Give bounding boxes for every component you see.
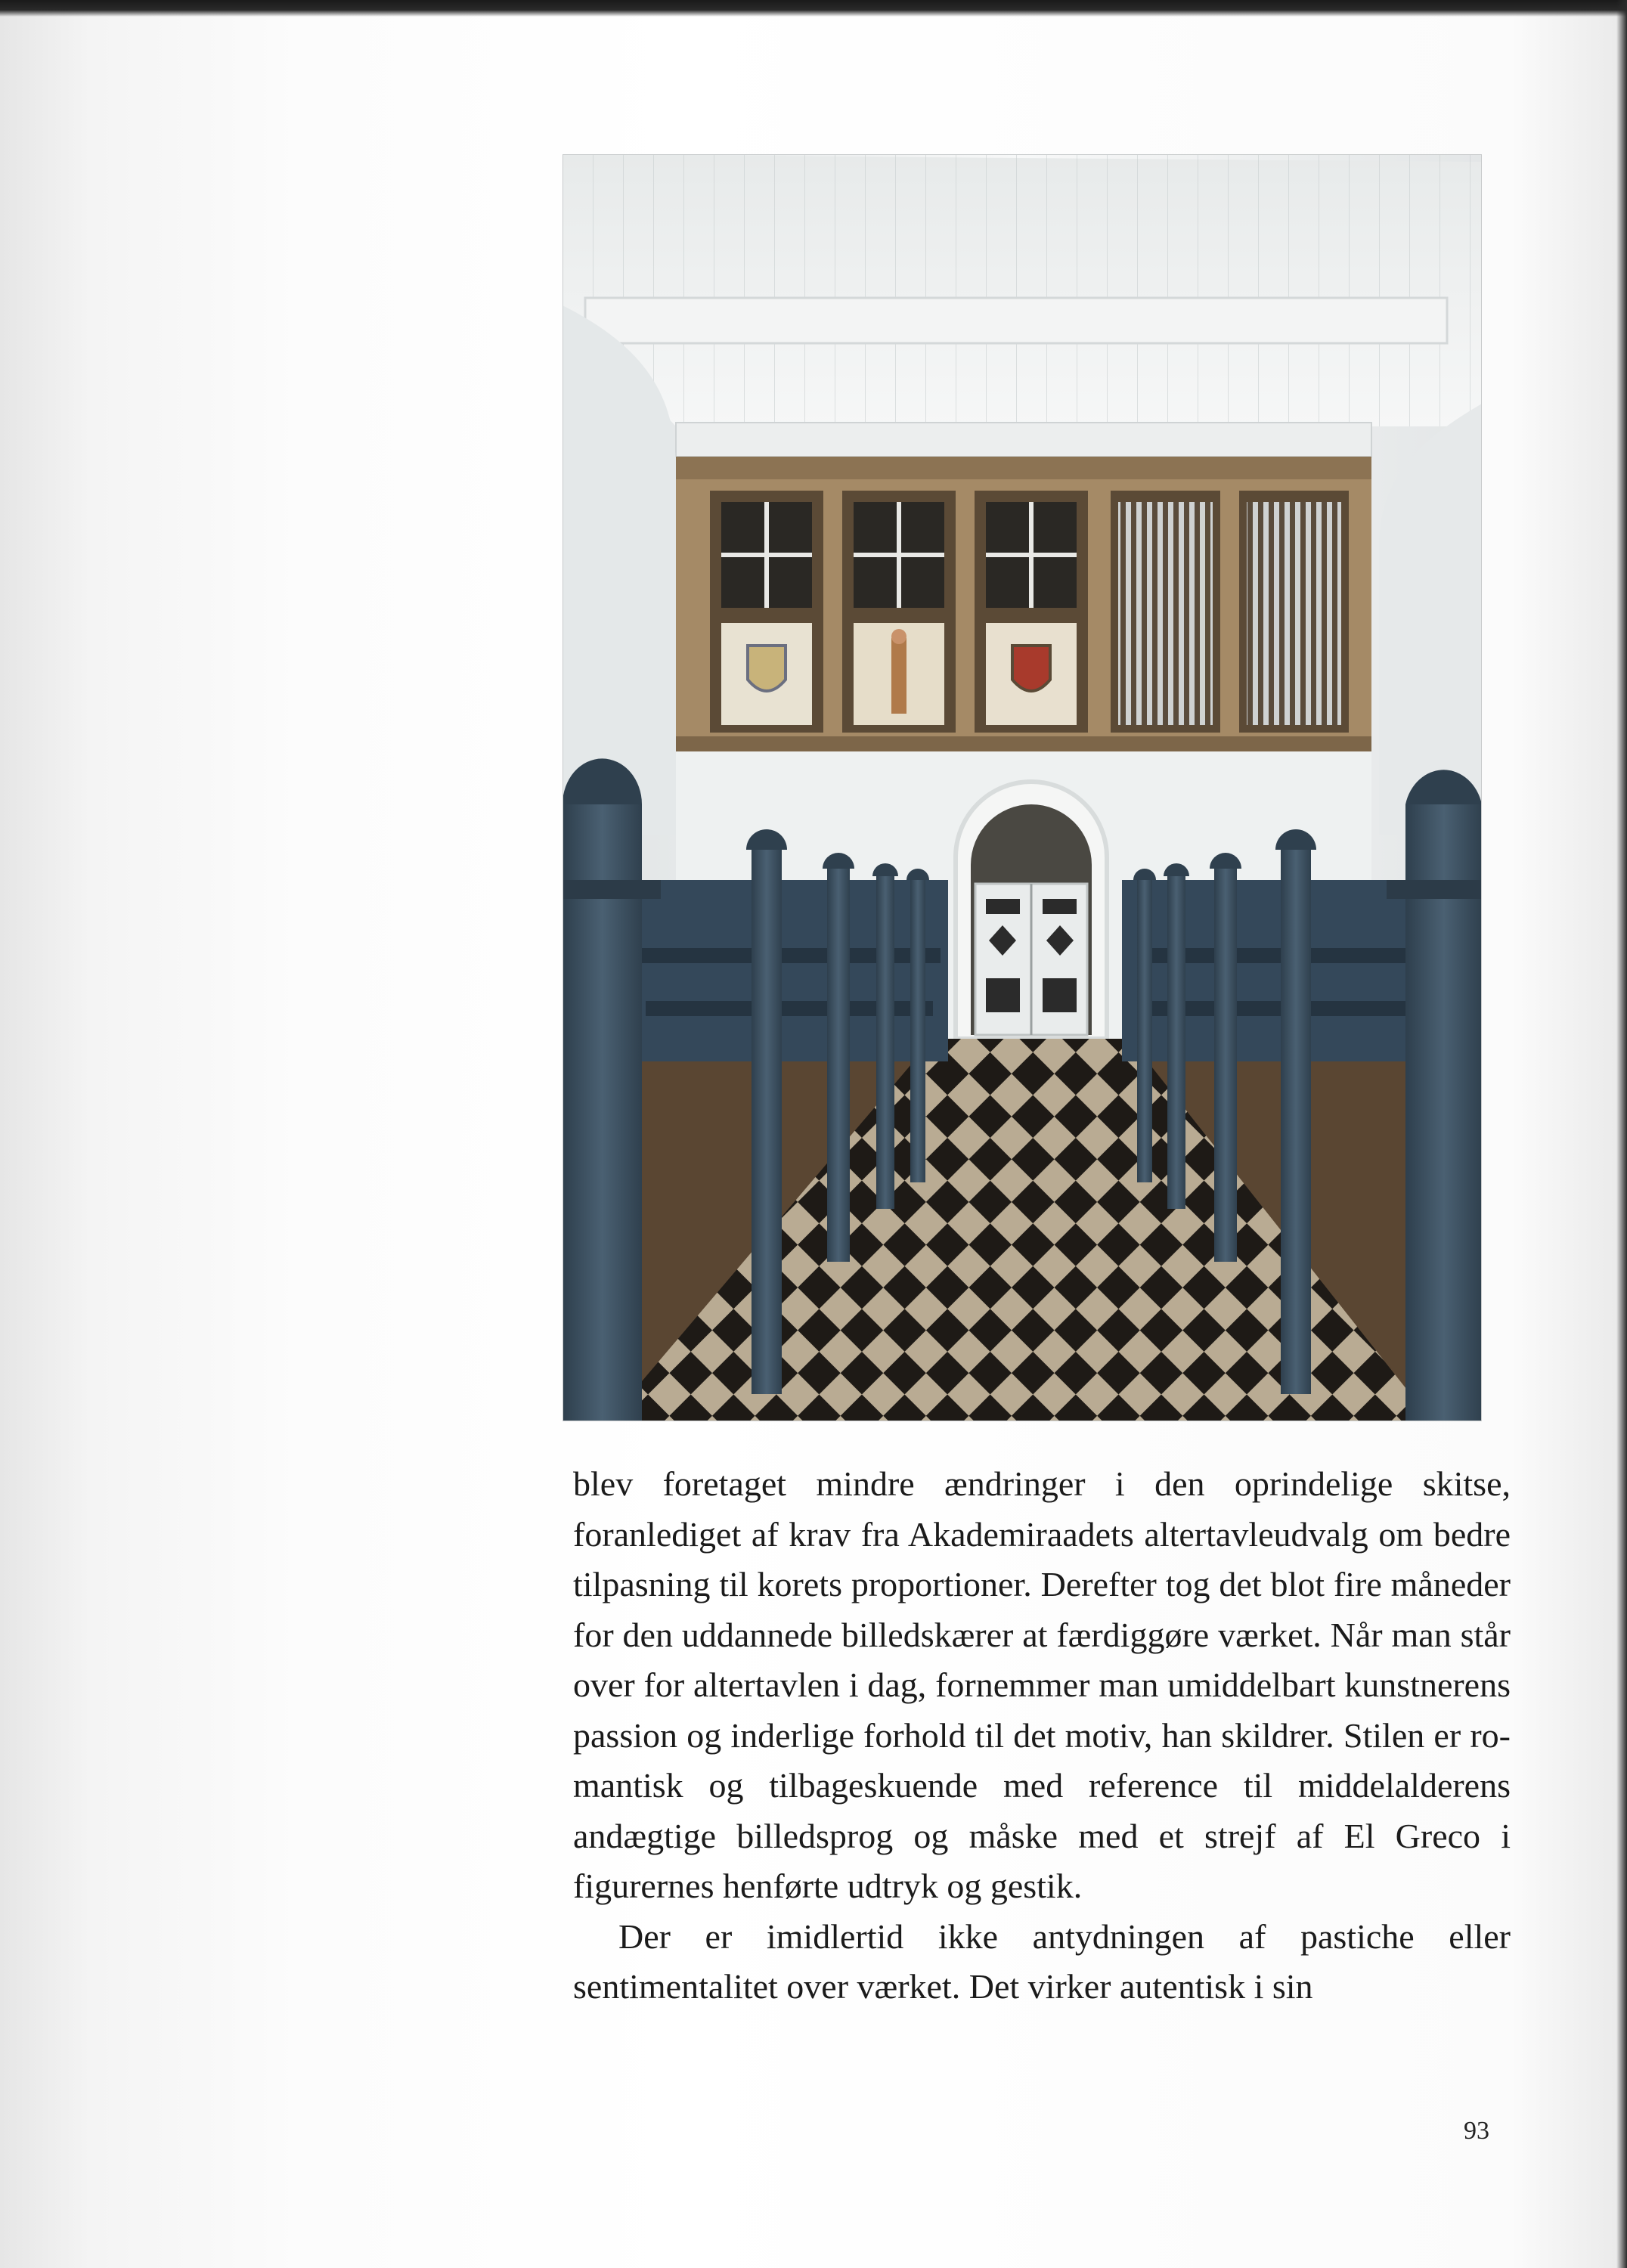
page-number: 93 (1464, 2117, 1489, 2145)
photo-illustration (562, 154, 1482, 1421)
gallery-panel-2 (842, 491, 956, 733)
scan-top-edge (0, 0, 1627, 17)
paragraph-1: blev foretaget mindre ændringer i den oprindelige skitse, foranlediget af krav fra Akademiraadets altertavleudvalg om bedre tilpasning til korets proportioner. Derefter tog det blot fire måneder for den uddannede billedskærer at færdiggøre værket. Når man står over for altertavlen i dag, fornemmer man umiddelbart kunstnerens passion og inderlige forhold til det motiv, han skildrer. Stilen er romantisk og tilbageskuende med reference til middelalderens andægtige billedsprog og måske med et strejf af El Greco i figurernes henførte udtryk og gestik. (573, 1464, 1511, 1905)
paragraph-2: Der er imidlertid ikke antydningen af pastiche eller sentimentalitet over værket. Det virker autentisk i sin (573, 1916, 1511, 2006)
scan-right-edge (1616, 0, 1627, 2268)
gallery-panel-1 (710, 491, 823, 733)
organ-pipes-left (1111, 491, 1220, 733)
gallery-panel-3 (975, 491, 1088, 733)
body-text (573, 1459, 1511, 2012)
organ-pipes-right (1239, 491, 1349, 733)
church-interior-photo (562, 154, 1482, 1421)
